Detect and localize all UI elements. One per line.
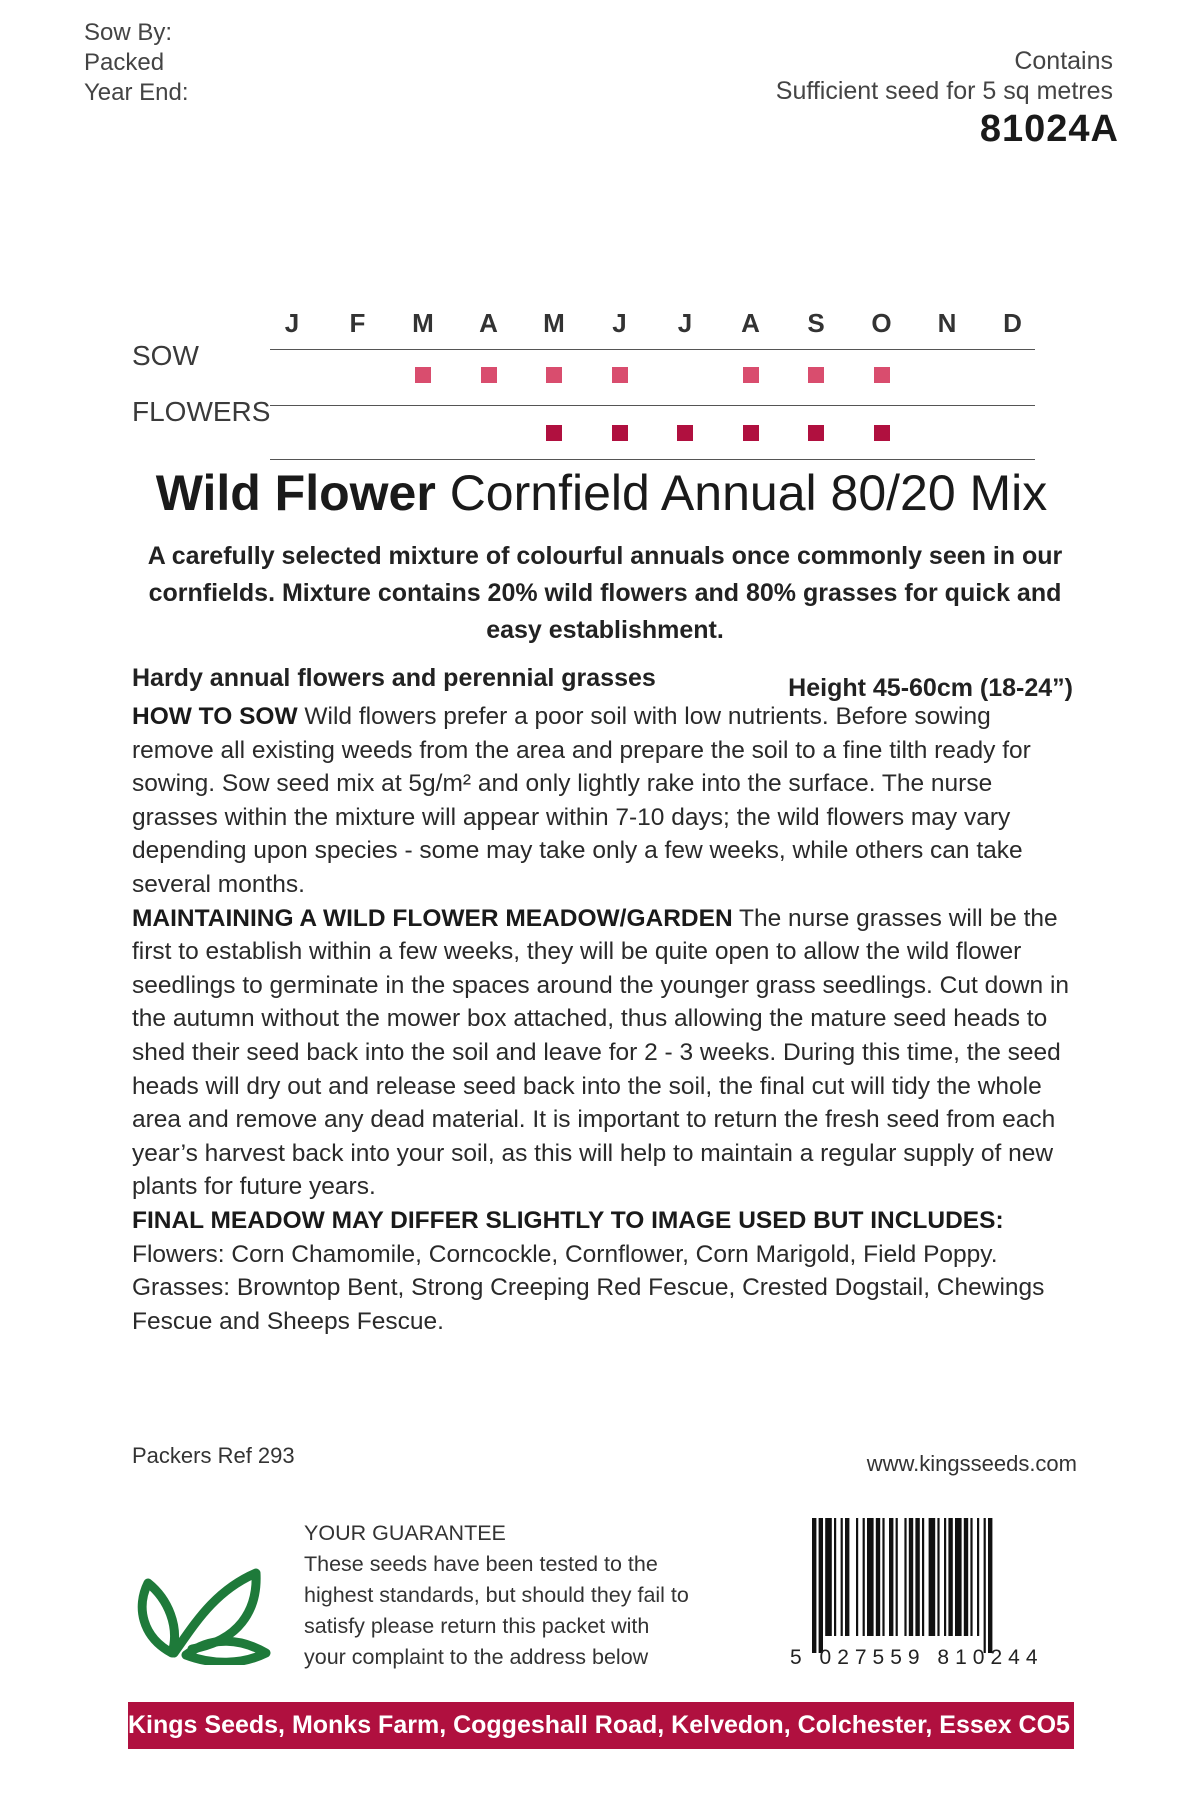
calendar-month-label: D	[1003, 308, 1022, 338]
final-meadow-section	[132, 1204, 1077, 1338]
guarantee-block	[304, 1518, 689, 1673]
barcode-bar	[876, 1518, 880, 1636]
flowers-row-label: FLOWERS	[132, 396, 271, 427]
date-stamp	[84, 18, 189, 108]
barcode-bar	[889, 1518, 893, 1636]
guarantee-line: highest standards, but should they fail to	[304, 1583, 689, 1607]
maintaining-text: The nurse grasses will be the first to establish within a few weeks, they will be quite open to allow the wild flower seedlings to germinate in the spaces around the younger grass seedlings. Cut down in the autumn without the mower box attached, thus allowing the mature seed heads to shed their seed back into the soil and leave for 2 - 3 weeks. During this time, the seed heads will dry out and release seed back into the soil, the final cut will tidy the whole area and remove any dead material. It is important to return the fresh seed from each year’s harvest back into your soil, as this will help to maintain a regular supply of new plants for future years.	[132, 904, 1070, 1201]
calendar-rule	[270, 349, 1035, 350]
flower-month-mark	[874, 425, 890, 441]
calendar-rule	[270, 405, 1035, 406]
final-meadow-text: Flowers: Corn Chamomile, Corncockle, Cornflower, Corn Marigold, Field Poppy. Grasses: Browntop Bent, Strong Creeping Red Fescue, Crested Dogstail, Chewings Fescue and Sheeps Fescue.	[132, 1240, 1045, 1335]
address-bar: Kings Seeds, Monks Farm, Coggeshall Road, Kelvedon, Colchester, Essex CO5 9PG	[128, 1702, 1074, 1749]
barcode-bar	[841, 1518, 843, 1636]
barcode-bar	[909, 1518, 913, 1636]
flower-month-mark	[743, 425, 759, 441]
how-to-sow-text: Wild flowers prefer a poor soil with low nutrients. Before sowing remove all existing weeds from the area and prepare the soil to a fine tilth ready for sowing. Sow seed mix at 5g/m² and only lightly rake into the surface. The nurse grasses within the mixture will appear within 7-10 days; the wild flowers may vary depending upon species - some may take only a few weeks, while others can take several months.	[132, 703, 1031, 898]
calendar-month-label: O	[871, 308, 892, 338]
title-bold: Wild Flower	[155, 465, 436, 521]
sow-row-label: SOW	[132, 340, 199, 371]
barcode-bar	[977, 1518, 979, 1636]
barcode-bar	[988, 1518, 992, 1653]
barcode-bar	[845, 1518, 849, 1636]
how-to-sow-section	[132, 700, 1077, 902]
barcode-bar	[955, 1518, 962, 1636]
calendar-month-label: M	[543, 308, 565, 338]
calendar-month-label: S	[807, 308, 825, 338]
sow-month-mark	[612, 367, 628, 383]
barcode-bar	[819, 1518, 823, 1653]
contents-info	[776, 46, 1113, 106]
calendar-month-label: J	[677, 308, 693, 338]
instructions	[132, 700, 1077, 1338]
flower-month-mark	[677, 425, 693, 441]
height-text: Height 45-60cm (18-24”)	[788, 674, 1073, 702]
title-rest: Cornfield Annual 80/20 Mix	[449, 465, 1048, 521]
barcode-bar	[896, 1518, 898, 1636]
sufficient-seed-text: Sufficient seed for 5 sq metres	[775, 77, 1113, 105]
guarantee-line: your complaint to the address below	[304, 1645, 649, 1669]
barcode-bar	[970, 1518, 972, 1636]
barcode-bar	[834, 1518, 836, 1636]
barcode-bar	[812, 1518, 816, 1653]
sow-month-mark	[546, 367, 562, 383]
barcode-bar	[882, 1518, 884, 1636]
calendar-month-label: N	[937, 308, 957, 338]
barcode-bar	[922, 1518, 924, 1636]
contains-label: Contains	[1014, 47, 1113, 75]
barcode-bar	[984, 1518, 986, 1653]
barcode-icon	[812, 1518, 1076, 1653]
final-meadow-heading: FINAL MEADOW MAY DIFFER SLIGHTLY TO IMAGE USED BUT INCLUDES:	[132, 1206, 1004, 1234]
barcode-bar	[964, 1518, 968, 1636]
barcode-bar	[904, 1518, 906, 1636]
hardiness-text: Hardy annual flowers and perennial grasses	[132, 664, 656, 692]
calendar-month-label: A	[741, 308, 760, 338]
website-link[interactable]: www.kingsseeds.com	[866, 1451, 1077, 1476]
calendar-month-label: J	[612, 308, 627, 338]
flower-month-mark	[808, 425, 824, 441]
sow-by-label: Sow By:	[84, 19, 173, 46]
sow-month-mark	[415, 367, 431, 383]
sow-month-mark	[808, 367, 824, 383]
barcode-bar	[867, 1518, 874, 1636]
maintaining-section	[132, 902, 1077, 1204]
year-end-label: Year End:	[84, 79, 189, 106]
calendar-month-label: M	[412, 308, 434, 338]
sow-month-mark	[743, 367, 759, 383]
calendar-month-label: J	[284, 308, 300, 338]
leaf-logo-icon	[134, 1555, 274, 1665]
product-title	[0, 464, 1203, 522]
barcode-bar	[856, 1518, 858, 1636]
barcode-bar	[929, 1518, 936, 1636]
barcode-bar	[948, 1518, 952, 1636]
calendar-month-label: F	[349, 308, 366, 338]
barcode-bar	[915, 1518, 919, 1636]
guarantee-line: satisfy please return this packet with	[304, 1614, 650, 1638]
guarantee-line: These seeds have been tested to the	[304, 1552, 658, 1576]
calendar-month-label: A	[479, 308, 498, 338]
barcode-bar	[825, 1518, 832, 1636]
maintaining-heading: MAINTAINING A WILD FLOWER MEADOW/GARDEN	[132, 904, 733, 932]
barcode-bar	[937, 1518, 939, 1636]
barcode-bar	[944, 1518, 946, 1636]
flower-month-mark	[546, 425, 562, 441]
sow-month-mark	[481, 367, 497, 383]
packed-label: Packed	[84, 49, 165, 76]
barcode-number: 5 027559 810244	[790, 1646, 1044, 1669]
barcode-bar	[863, 1518, 865, 1636]
packers-ref: Packers Ref 293	[132, 1443, 295, 1468]
calendar-rule	[270, 459, 1035, 460]
flower-month-mark	[612, 425, 628, 441]
product-code: 81024A	[979, 108, 1119, 150]
guarantee-heading: YOUR GUARANTEE	[304, 1521, 506, 1545]
product-intro: A carefully selected mixture of colourful annuals once commonly seen in our cornfields. Mixture contains 20% wild flowers and 80% grasses for quick and easy establishment.	[147, 542, 1063, 644]
how-to-sow-heading: HOW TO SOW	[132, 703, 298, 730]
sow-month-mark	[874, 367, 890, 383]
